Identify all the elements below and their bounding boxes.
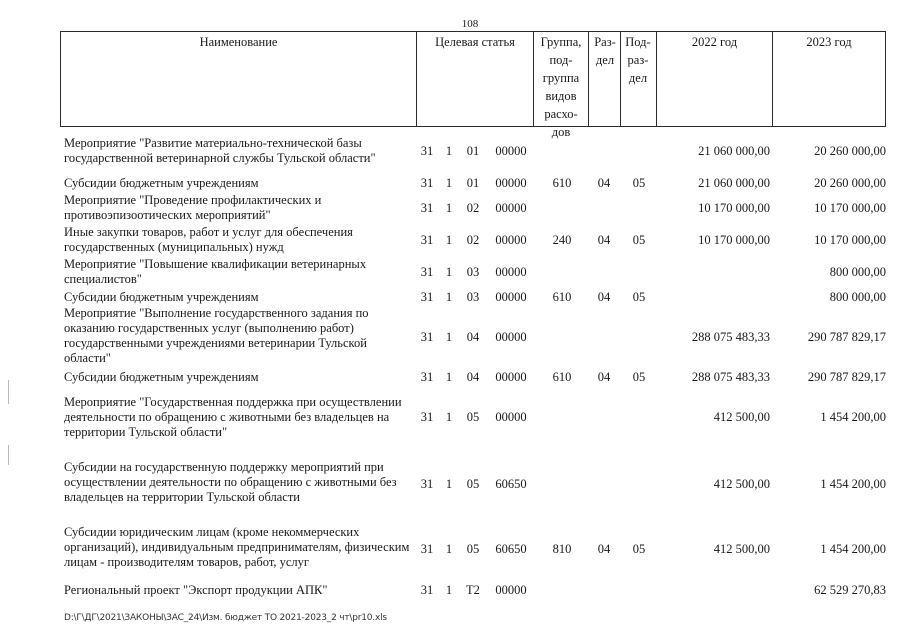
subsection-code: 05 [632, 370, 646, 384]
code-event: 02 [466, 201, 480, 215]
code-event: 02 [466, 233, 480, 247]
row-name: Мероприятие "Выполнение государственного задания по оказанию государственных услуг (выполнению работ) государственными учреждениями ветеринарии Тульской области" [64, 306, 369, 365]
subsection-code: 05 [632, 290, 646, 304]
table-row [0, 395, 905, 443]
header-section: Раз- дел [594, 35, 616, 67]
row-name: Субсидии юридическим лицам (кроме некоммерческих организаций), индивидуальным предпринимателям, физическим лицам - производителям товаров, работ, услуг [64, 525, 410, 569]
subsection-code: 05 [632, 233, 646, 247]
amount-2022: 288 075 483,33 [691, 370, 770, 384]
code-subprogram: 1 [445, 290, 453, 304]
row-name: Мероприятие "Развитие материально-технической базы государственной ветеринарной службы Тульской области" [64, 136, 376, 165]
row-name: Мероприятие "Проведение профилактических и противоэпизоотических мероприятий" [64, 193, 322, 222]
code-program: 31 [420, 176, 434, 190]
code-subprogram: 1 [445, 265, 453, 279]
amount-2023: 10 170 000,00 [814, 233, 886, 247]
amount-2023: 290 787 829,17 [807, 330, 886, 344]
amount-2023: 20 260 000,00 [814, 144, 886, 158]
code-program: 31 [420, 201, 434, 215]
table-row [0, 306, 905, 368]
expense-group: 610 [552, 176, 572, 190]
table-row [0, 370, 905, 386]
code-program: 31 [420, 265, 434, 279]
table-row [0, 136, 905, 168]
section-code: 04 [597, 233, 611, 247]
amount-2022: 288 075 483,33 [691, 330, 770, 344]
code-direction: 00000 [495, 330, 527, 344]
code-subprogram: 1 [445, 542, 453, 556]
code-subprogram: 1 [445, 330, 453, 344]
amount-2022: 21 060 000,00 [698, 144, 770, 158]
section-code: 04 [597, 370, 611, 384]
amount-2023: 1 454 200,00 [820, 477, 886, 491]
amount-2023: 20 260 000,00 [814, 176, 886, 190]
code-event: 01 [466, 144, 480, 158]
amount-2022: 412 500,00 [713, 410, 770, 424]
header-divider-group [588, 31, 589, 127]
code-direction: 00000 [495, 144, 527, 158]
code-subprogram: 1 [445, 370, 453, 384]
header-bottom-border [60, 126, 886, 127]
expense-group: 610 [552, 370, 572, 384]
amount-2023: 800 000,00 [829, 265, 886, 279]
amount-2023: 62 529 270,83 [814, 583, 886, 597]
code-subprogram: 1 [445, 233, 453, 247]
file-path-footer: D:\Г\ДГ\2021\ЗАКОНЫ\ЗАС_24\Изм. бюджет ТО 2021-2023_2 чт\pr10.xls [64, 613, 387, 623]
row-name: Субсидии бюджетным учреждениям [64, 176, 259, 190]
code-subprogram: 1 [445, 477, 453, 491]
row-name: Субсидии бюджетным учреждениям [64, 290, 259, 304]
table-row [0, 583, 905, 599]
code-direction: 60650 [495, 542, 527, 556]
table-row [0, 290, 905, 306]
amount-2022: 21 060 000,00 [698, 176, 770, 190]
amount-2022: 412 500,00 [713, 477, 770, 491]
code-subprogram: 1 [445, 583, 453, 597]
subsection-code: 05 [632, 542, 646, 556]
code-event: 05 [466, 477, 480, 491]
code-event: 01 [466, 176, 480, 190]
code-subprogram: 1 [445, 410, 453, 424]
code-subprogram: 1 [445, 144, 453, 158]
header-subsection: Под- раз- дел [625, 35, 651, 85]
code-direction: 00000 [495, 410, 527, 424]
code-direction: 00000 [495, 233, 527, 247]
code-program: 31 [420, 477, 434, 491]
header-year-2022: 2022 год [691, 35, 738, 49]
table-row [0, 257, 905, 289]
code-program: 31 [420, 370, 434, 384]
code-program: 31 [420, 330, 434, 344]
code-event: 05 [466, 410, 480, 424]
expense-group: 240 [552, 233, 572, 247]
code-direction: 00000 [495, 583, 527, 597]
row-name: Мероприятие "Повышение квалификации ветеринарных специалистов" [64, 257, 367, 286]
table-row [0, 460, 905, 508]
row-name: Иные закупки товаров, работ и услуг для обеспечения государственных (муниципальных) нужд [64, 225, 353, 254]
section-code: 04 [597, 290, 611, 304]
header-target: Целевая статья [435, 35, 515, 49]
code-event: 03 [466, 290, 480, 304]
header-divider-target [533, 31, 534, 127]
code-program: 31 [420, 583, 434, 597]
amount-2022: 412 500,00 [713, 542, 770, 556]
amount-2023: 290 787 829,17 [807, 370, 886, 384]
expense-group: 610 [552, 290, 572, 304]
row-name: Мероприятие "Государственная поддержка при осуществлении деятельности по обращению с животными без владельцев на территории Тульской области" [64, 395, 402, 439]
header-name: Наименование [199, 35, 278, 49]
code-event: 04 [466, 330, 480, 344]
code-direction: 00000 [495, 176, 527, 190]
amount-2023: 1 454 200,00 [820, 542, 886, 556]
code-program: 31 [420, 144, 434, 158]
code-subprogram: 1 [445, 176, 453, 190]
amount-2023: 800 000,00 [829, 290, 886, 304]
code-program: 31 [420, 233, 434, 247]
header-right-border [885, 31, 886, 127]
code-event: 05 [466, 542, 480, 556]
code-direction: 00000 [495, 201, 527, 215]
row-name: Субсидии на государственную поддержку мероприятий при осуществлении деятельности по обращению с животными без владельцев на территории Тульской области [64, 460, 397, 504]
table-row [0, 193, 905, 225]
table-row [0, 176, 905, 192]
code-event: 03 [466, 265, 480, 279]
code-program: 31 [420, 290, 434, 304]
section-code: 04 [597, 176, 611, 190]
table-row [0, 225, 905, 257]
row-name: Региональный проект "Экспорт продукции АПК" [64, 583, 328, 597]
table-row [0, 525, 905, 573]
header-divider-section [620, 31, 621, 127]
code-event: T2 [466, 583, 480, 597]
amount-2023: 1 454 200,00 [820, 410, 886, 424]
header-top-border [60, 31, 886, 32]
page-number: 108 [461, 18, 479, 30]
code-program: 31 [420, 542, 434, 556]
code-direction: 00000 [495, 290, 527, 304]
row-name: Субсидии бюджетным учреждениям [64, 370, 259, 384]
code-subprogram: 1 [445, 201, 453, 215]
code-direction: 60650 [495, 477, 527, 491]
header-year-2023: 2023 год [806, 35, 852, 49]
code-event: 04 [466, 370, 480, 384]
expense-group: 810 [552, 542, 572, 556]
subsection-code: 05 [632, 176, 646, 190]
amount-2022: 10 170 000,00 [698, 201, 770, 215]
code-direction: 00000 [495, 370, 527, 384]
header-group: Группа, под- группа видов расхо- дов [540, 35, 582, 139]
amount-2023: 10 170 000,00 [814, 201, 886, 215]
code-direction: 00000 [495, 265, 527, 279]
code-program: 31 [420, 410, 434, 424]
section-code: 04 [597, 542, 611, 556]
amount-2022: 10 170 000,00 [698, 233, 770, 247]
